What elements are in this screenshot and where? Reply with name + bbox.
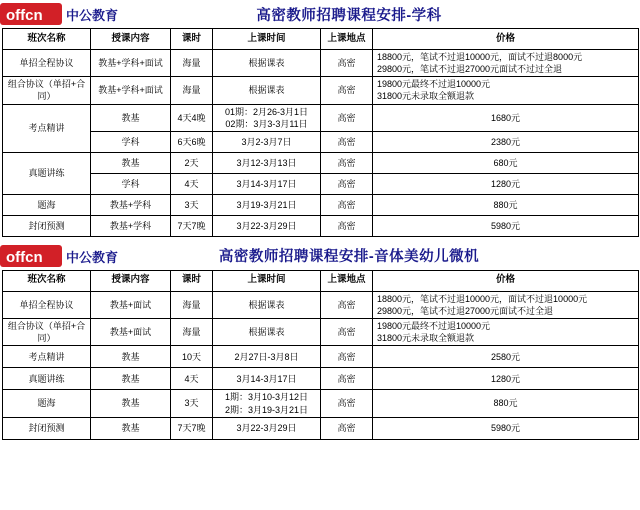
- col-hours: 课时: [171, 270, 213, 291]
- col-time: 上课时间: [213, 29, 321, 50]
- cell-place: 高密: [321, 104, 373, 131]
- cell-price: 18800元，笔试不过退10000元，面试不过退10000元 29800元，笔试不过退27000元面试不过全退: [373, 291, 639, 318]
- col-content: 授课内容: [91, 270, 171, 291]
- cell-time: 2月27日-3月8日: [213, 346, 321, 368]
- table-header-row: [3, 270, 639, 291]
- offcn-logo: [0, 243, 118, 269]
- cell-hours: 7天7晚: [171, 215, 213, 236]
- col-place: 上课地点: [321, 270, 373, 291]
- cell-content: 教基+学科: [91, 194, 171, 215]
- cell-hours: 海量: [171, 77, 213, 104]
- svg-text:中公教育: 中公教育: [66, 249, 118, 265]
- cell-place: 高密: [321, 215, 373, 236]
- cell-content: 教基+学科: [91, 215, 171, 236]
- col-class-name: 班次名称: [3, 29, 91, 50]
- svg-text:offcn: offcn: [6, 248, 43, 266]
- course-table-2: [2, 270, 639, 440]
- cell-time: 3月12-3月13日: [213, 152, 321, 173]
- cell-time: 根据课表: [213, 77, 321, 104]
- cell-time: 3月2-3月7日: [213, 131, 321, 152]
- col-content: 授课内容: [91, 29, 171, 50]
- cell-class-name: 组合协议（单招+合同）: [3, 319, 91, 346]
- cell-hours: 海量: [171, 291, 213, 318]
- section-title-1: 高密教师招聘课程安排-学科: [256, 7, 442, 24]
- cell-place: 高密: [321, 368, 373, 390]
- table-row: [3, 77, 639, 104]
- cell-time: 根据课表: [213, 319, 321, 346]
- section-header-1: [0, 0, 640, 28]
- col-time: 上课时间: [213, 270, 321, 291]
- table-row: [3, 417, 639, 439]
- course-table-1: [2, 28, 639, 237]
- col-price: 价格: [373, 270, 639, 291]
- cell-price: 5980元: [373, 417, 639, 439]
- cell-class-name: 考点精讲: [3, 104, 91, 152]
- table-row: [3, 215, 639, 236]
- table-row: [3, 152, 639, 173]
- cell-place: 高密: [321, 173, 373, 194]
- section-title-2: 高密教师招聘课程安排-音体美幼儿微机: [218, 249, 480, 266]
- cell-place: 高密: [321, 131, 373, 152]
- cell-time: 3月22-3月29日: [213, 417, 321, 439]
- cell-content: 教基+面试: [91, 291, 171, 318]
- cell-content: 教基: [91, 104, 171, 131]
- cell-class-name: 题海: [3, 390, 91, 417]
- cell-content: 教基: [91, 390, 171, 417]
- cell-content: 教基+学科+面试: [91, 50, 171, 77]
- cell-time: 3月19-3月21日: [213, 194, 321, 215]
- cell-hours: 海量: [171, 319, 213, 346]
- cell-place: 高密: [321, 390, 373, 417]
- cell-hours: 2天: [171, 152, 213, 173]
- col-place: 上课地点: [321, 29, 373, 50]
- cell-price: 1280元: [373, 173, 639, 194]
- table-row: [3, 291, 639, 318]
- cell-content: 教基: [91, 417, 171, 439]
- offcn-logo: [0, 1, 118, 27]
- cell-time: 3月14-3月17日: [213, 173, 321, 194]
- table-row: [3, 173, 639, 194]
- cell-price: 19800元最终不过退10000元 31800元未录取全额退款: [373, 77, 639, 104]
- cell-place: 高密: [321, 291, 373, 318]
- cell-hours: 7天7晚: [171, 417, 213, 439]
- cell-content: 学科: [91, 173, 171, 194]
- cell-price: 880元: [373, 390, 639, 417]
- cell-hours: 3天: [171, 390, 213, 417]
- col-price: 价格: [373, 29, 639, 50]
- cell-content: 教基+面试: [91, 319, 171, 346]
- cell-class-name: 单招全程协议: [3, 291, 91, 318]
- svg-text:中公教育: 中公教育: [66, 8, 118, 23]
- cell-hours: 4天: [171, 173, 213, 194]
- cell-class-name: 封闭预测: [3, 417, 91, 439]
- cell-hours: 4天: [171, 368, 213, 390]
- cell-price: 1280元: [373, 368, 639, 390]
- table-row: [3, 194, 639, 215]
- cell-content: 教基: [91, 368, 171, 390]
- col-class-name: 班次名称: [3, 270, 91, 291]
- cell-time: 根据课表: [213, 291, 321, 318]
- table-row: [3, 131, 639, 152]
- table-row: [3, 346, 639, 368]
- cell-hours: 海量: [171, 50, 213, 77]
- cell-time: 3月22-3月29日: [213, 215, 321, 236]
- cell-price: 680元: [373, 152, 639, 173]
- cell-class-name: 组合协议（单招+合同）: [3, 77, 91, 104]
- table-row: [3, 368, 639, 390]
- cell-place: 高密: [321, 417, 373, 439]
- cell-content: 教基+学科+面试: [91, 77, 171, 104]
- cell-class-name: 考点精讲: [3, 346, 91, 368]
- cell-hours: 10天: [171, 346, 213, 368]
- cell-price: 2580元: [373, 346, 639, 368]
- col-hours: 课时: [171, 29, 213, 50]
- table-row: [3, 50, 639, 77]
- cell-place: 高密: [321, 77, 373, 104]
- cell-content: 教基: [91, 152, 171, 173]
- cell-price: 19800元最终不过退10000元 31800元未录取全额退款: [373, 319, 639, 346]
- cell-class-name: 题海: [3, 194, 91, 215]
- cell-hours: 6天6晚: [171, 131, 213, 152]
- cell-price: 1680元: [373, 104, 639, 131]
- cell-class-name: 真题讲练: [3, 368, 91, 390]
- cell-price: 2380元: [373, 131, 639, 152]
- cell-place: 高密: [321, 152, 373, 173]
- cell-place: 高密: [321, 346, 373, 368]
- cell-time: 1期：3月10-3月12日 2期：3月19-3月21日: [213, 390, 321, 417]
- svg-text:offcn: offcn: [6, 7, 43, 24]
- table-header-row: [3, 29, 639, 50]
- table-row: [3, 104, 639, 131]
- cell-price: 18800元，笔试不过退10000元，面试不过退8000元 29800元，笔试不过退27000元面试不过过全退: [373, 50, 639, 77]
- cell-time: 根据课表: [213, 50, 321, 77]
- cell-content: 学科: [91, 131, 171, 152]
- section-header-2: [0, 242, 640, 270]
- cell-time: 01期：2月26-3月1日 02期：3月3-3月11日: [213, 104, 321, 131]
- cell-hours: 3天: [171, 194, 213, 215]
- cell-class-name: 封闭预测: [3, 215, 91, 236]
- cell-class-name: 真题讲练: [3, 152, 91, 194]
- cell-place: 高密: [321, 194, 373, 215]
- cell-time: 3月14-3月17日: [213, 368, 321, 390]
- cell-place: 高密: [321, 319, 373, 346]
- cell-price: 880元: [373, 194, 639, 215]
- table-row: [3, 319, 639, 346]
- cell-content: 教基: [91, 346, 171, 368]
- cell-place: 高密: [321, 50, 373, 77]
- cell-price: 5980元: [373, 215, 639, 236]
- table-row: [3, 390, 639, 417]
- cell-class-name: 单招全程协议: [3, 50, 91, 77]
- cell-hours: 4天4晚: [171, 104, 213, 131]
